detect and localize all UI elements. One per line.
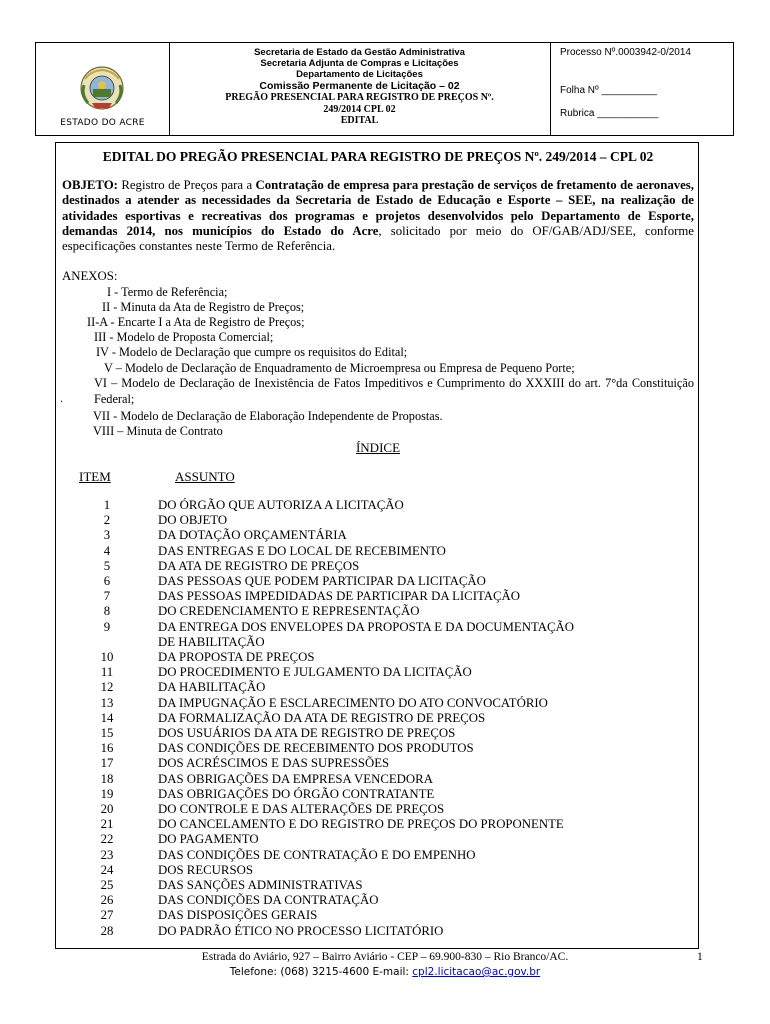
- index-item-title: DOS RECURSOS: [158, 862, 253, 877]
- index-item-number: 23: [100, 847, 114, 862]
- index-item-number: 14: [100, 710, 114, 725]
- index-item-number: 9: [103, 619, 111, 634]
- column-header-assunto: ASSUNTO: [175, 469, 235, 484]
- anexo-item: I - Termo de Referência;: [107, 285, 228, 299]
- rubrica-field: Rubrica ___________: [560, 108, 659, 119]
- index-item-number: 5: [103, 558, 111, 573]
- header-line: 249/2014 CPL 02: [323, 103, 396, 115]
- index-item-number: 2: [103, 513, 111, 528]
- index-item-number: 11: [100, 665, 114, 680]
- header-line: Comissão Permanente de Licitação – 02: [259, 80, 460, 92]
- objeto-bold-text: Contratação de empresa para prestação de serviços de fretamento de aeronaves, destinados a atender as necessidades da Secretaria de Estado de Educação e Esporte – SEE, na realização de atividades esportivas e recreativas dos programas e projetos desenvolvidos pelo Departamento de Esporte, demandas 2014, nos municípios do Estado do Acre: [62, 178, 694, 238]
- footer-address: Estrada do Aviário, 927 – Bairro Aviário - CEP – 69.900-830 – Rio Branco/AC.: [201, 951, 569, 963]
- anexo-item: VII - Modelo de Declaração de Elaboração Independente de Propostas.: [93, 409, 443, 423]
- index-item-number: 8: [103, 604, 111, 619]
- index-item-title: DAS SANÇÕES ADMINISTRATIVAS: [158, 878, 363, 892]
- header-line: Secretaria de Estado da Gestão Administrativa: [254, 47, 465, 58]
- column-header-item: ITEM: [79, 469, 111, 484]
- email-link[interactable]: cpl2.licitacao@ac.gov.br: [412, 966, 541, 978]
- index-item-title: DAS PESSOAS IMPEDIDADAS DE PARTICIPAR DA LICITAÇÃO: [158, 589, 521, 604]
- anexo-item: III - Modelo de Proposta Comercial;: [94, 330, 274, 344]
- index-item-number: 12: [100, 680, 114, 695]
- header-line: Departamento de Licitações: [296, 69, 423, 80]
- index-item-title: DO PAGAMENTO: [158, 832, 259, 847]
- index-item-number: 17: [100, 756, 114, 771]
- objeto-text: , solicitado por meio do OF/GAB/ADJ/SEE, conforme especificações constantes neste Termo de Referência.: [62, 223, 694, 254]
- anexos-label: ANEXOS:: [62, 269, 118, 283]
- anexo-item: VI – Modelo de Declaração de Inexistência de Fatos Impeditivos e Cumprimento do XXXIII do art. 7°da Constituição Federal;: [94, 376, 694, 406]
- index-item-title: DAS CONDIÇÕES DE RECEBIMENTO DOS PRODUTOS: [158, 741, 474, 756]
- index-item-number: 25: [100, 878, 114, 892]
- anexo-item: IV - Modelo de Declaração que cumpre os requisitos do Edital;: [96, 345, 408, 359]
- header-process-cell: [550, 43, 733, 135]
- index-item-title: DAS PESSOAS QUE PODEM PARTICIPAR DA LICITAÇÃO: [158, 574, 486, 588]
- header-line: Secretaria Adjunta de Compras e Licitações: [260, 58, 459, 69]
- index-item-number: 3: [103, 528, 111, 543]
- index-item-number: 20: [100, 802, 114, 816]
- index-item-number: 13: [100, 695, 114, 710]
- index-item-number: 21: [100, 817, 114, 832]
- anexo-item: II-A - Encarte I a Ata de Registro de Preços;: [87, 315, 305, 329]
- index-item-title: DO PADRÃO ÉTICO NO PROCESSO LICITATÓRIO: [158, 923, 444, 938]
- index-item-title: DA ATA DE REGISTRO DE PREÇOS: [158, 558, 360, 573]
- index-item-title: DA HABILITAÇÃO: [158, 680, 266, 695]
- header-title-cell: [169, 43, 551, 135]
- index-item-title: DAS OBRIGAÇÕES DO ÓRGÃO CONTRATANTE: [158, 786, 435, 801]
- index-item-number: 16: [100, 741, 114, 756]
- index-item-title: DO CANCELAMENTO E DO REGISTRO DE PREÇOS DO PROPONENTE: [158, 817, 564, 832]
- index-item-title: DOS USUÁRIOS DA ATA DE REGISTRO DE PREÇOS: [158, 726, 456, 740]
- index-item-title: DAS DISPOSIÇÕES GERAIS: [158, 908, 318, 923]
- index-item-title: DA ENTREGA DOS ENVELOPES DA PROPOSTA E DA DOCUMENTAÇÃO: [158, 619, 575, 634]
- index-item-number: 24: [100, 862, 114, 877]
- index-item-title: DA DOTAÇÃO ORÇAMENTÁRIA: [158, 528, 347, 543]
- index-item-title: DO PROCEDIMENTO E JULGAMENTO DA LICITAÇÃO: [158, 665, 472, 680]
- stray-dot: .: [60, 391, 63, 405]
- index-item-title: DAS ENTREGAS E DO LOCAL DE RECEBIMENTO: [158, 543, 446, 558]
- index-item-number: 22: [100, 832, 114, 847]
- header-logo-cell: [36, 43, 170, 135]
- index-item-title: DO ÓRGÃO QUE AUTORIZA A LICITAÇÃO: [158, 498, 404, 512]
- index-item-number: 26: [100, 893, 114, 908]
- index-item-title: DA PROPOSTA DE PREÇOS: [158, 650, 315, 664]
- page-number: 1: [697, 951, 703, 963]
- indice-heading: ÍNDICE: [355, 440, 401, 455]
- index-item-number: 18: [100, 771, 114, 786]
- index-item-number: 27: [100, 908, 114, 923]
- index-item-number: 4: [103, 543, 111, 558]
- objeto-paragraph: [62, 178, 694, 254]
- index-item-title: DA IMPUGNAÇÃO E ESCLARECIMENTO DO ATO CONVOCATÓRIO: [158, 695, 548, 710]
- estado-label: ESTADO DO ACRE: [60, 118, 145, 128]
- index-item-title: DAS OBRIGAÇÕES DA EMPRESA VENCEDORA: [158, 771, 433, 786]
- page-title: EDITAL DO PREGÃO PRESENCIAL PARA REGISTRO DE PREÇOS Nº. 249/2014 – CPL 02: [102, 149, 654, 164]
- anexo-item: II - Minuta da Ata de Registro de Preços;: [102, 300, 305, 314]
- index-item-title: DOS ACRÉSCIMOS E DAS SUPRESSÕES: [158, 756, 390, 771]
- index-item-title: DO CONTROLE E DAS ALTERAÇÕES DE PREÇOS: [158, 802, 445, 816]
- index-item-number: 15: [100, 726, 114, 740]
- index-item-title: DA FORMALIZAÇÃO DA ATA DE REGISTRO DE PREÇOS: [158, 710, 486, 725]
- index-item-title: DAS CONDIÇÕES DA CONTRATAÇÃO: [158, 893, 379, 908]
- header-line: EDITAL: [340, 115, 379, 126]
- footer-phone: Telefone: (068) 3215-4600 E-mail:: [229, 966, 413, 978]
- index-item-number: 28: [100, 923, 114, 938]
- header-line: PREGÃO PRESENCIAL PARA REGISTRO DE PREÇOS Nº.: [225, 92, 494, 103]
- objeto-label: OBJETO:: [62, 178, 118, 192]
- index-item-title: DO OBJETO: [158, 513, 228, 528]
- index-item-number: 10: [100, 650, 114, 664]
- anexo-item: V – Modelo de Declaração de Enquadramento de Microempresa ou Empresa de Pequeno Porte;: [104, 361, 575, 375]
- footer-contact: [0, 966, 770, 978]
- index-item-number: 6: [103, 574, 111, 588]
- folha-field: Folha Nº __________: [560, 85, 658, 96]
- processo-number: Processo Nº.0003942-0/2014: [560, 47, 691, 58]
- index-item-title: DO CREDENCIAMENTO E REPRESENTAÇÃO: [158, 604, 420, 619]
- index-item-title: DAS CONDIÇÕES DE CONTRATAÇÃO E DO EMPENHO: [158, 847, 476, 862]
- index-item-number: 7: [103, 589, 111, 604]
- edital-body: [55, 142, 699, 949]
- anexo-item: VIII – Minuta de Contrato: [93, 424, 223, 438]
- document-header: [35, 42, 734, 136]
- index-item-number: 1: [103, 498, 111, 512]
- index-item-title-continuation: DE HABILITAÇÃO: [158, 634, 265, 649]
- index-item-number: 19: [100, 786, 114, 801]
- acre-coat-of-arms-icon: [79, 65, 125, 111]
- objeto-text: Registro de Preços para a: [117, 178, 256, 192]
